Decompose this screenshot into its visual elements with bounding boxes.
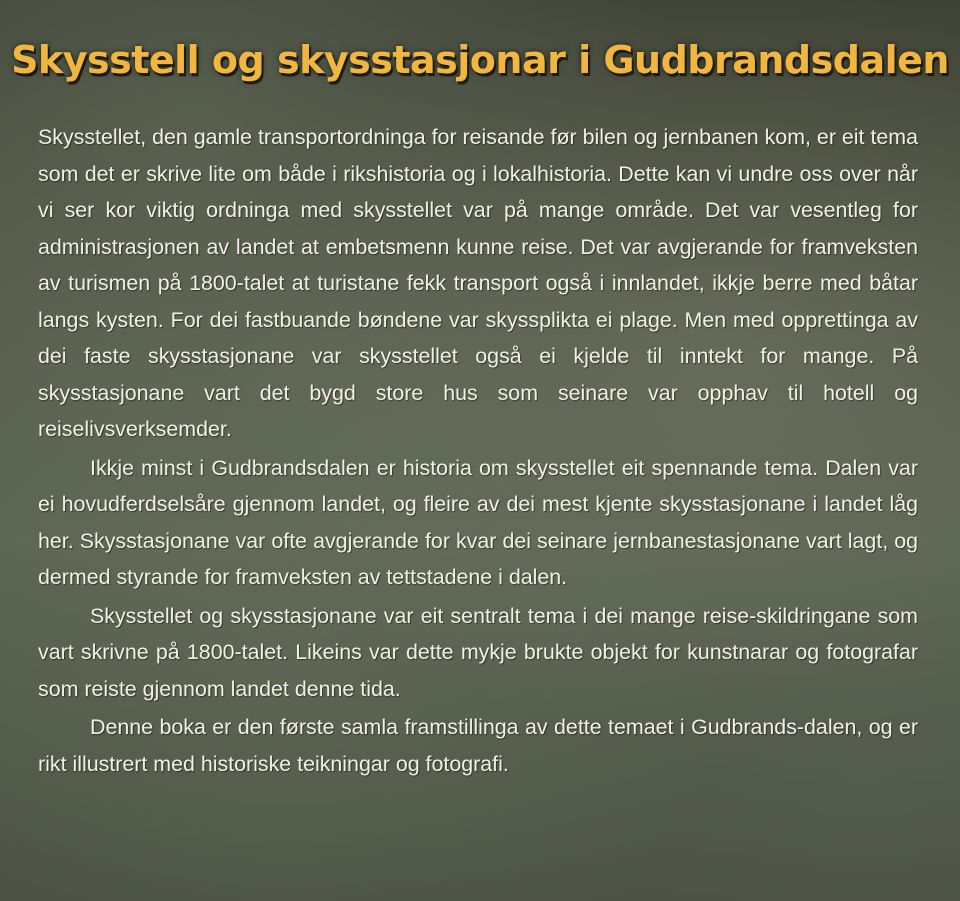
cover-title: Skysstell og skysstasjonar i Gudbrandsdalen [11, 38, 949, 82]
blurb-paragraph-1: Skysstellet, den gamle transportordninga for reisande før bilen og jernbanen kom, er eit tema som det er skrive lite om både i rikshistoria og i lokalhistoria. Dette kan vi undre oss over når vi ser kor viktig ordninga med skysstellet var på mange område. Det var vesentleg for administrasjonen av landet at embetsmenn kunne reise. Det var avgjerande for framveksten av turismen på 1800-talet at turistane fekk transport også i innlandet, ikkje berre med båtar langs kysten. For dei fastbuande bøndene var skyssplikta ei plage. Men med opprettinga av dei faste skysstasjonane var skysstellet også ei kjelde til inntekt for mange. På skysstasjonane vart det bygd store hus som seinare var opphav til hotell og reiselivsverksemder. [38, 125, 918, 441]
blurb-paragraph-2: Ikkje minst i Gudbrandsdalen er historia om skysstellet eit spennande tema. Dalen var ei hovudferdselsåre gjennom landet, og fleire av dei mest kjente skysstasjonane i landet låg her. Skysstasjonane var ofte avgjerande for kvar dei seinare jernbanestasjonane vart lagt, og dermed styrande for framveksten av tettstadene i dalen. [38, 455, 918, 589]
blurb-paragraph-3: Skysstellet og skysstasjonane var eit sentralt tema i dei mange reise-skildringane som vart skrivne på 1800-talet. Likeins var dette mykje brukte objekt for kunstnarar og fotografar som reiste gjennom landet denne tida. [38, 603, 918, 701]
cover-blurb [38, 119, 918, 784]
blurb-paragraph-4: Denne boka er den første samla framstillinga av dette temaet i Gudbrands-dalen, og er rikt illustrert med historiske teikningar og fotografi. [38, 715, 918, 776]
